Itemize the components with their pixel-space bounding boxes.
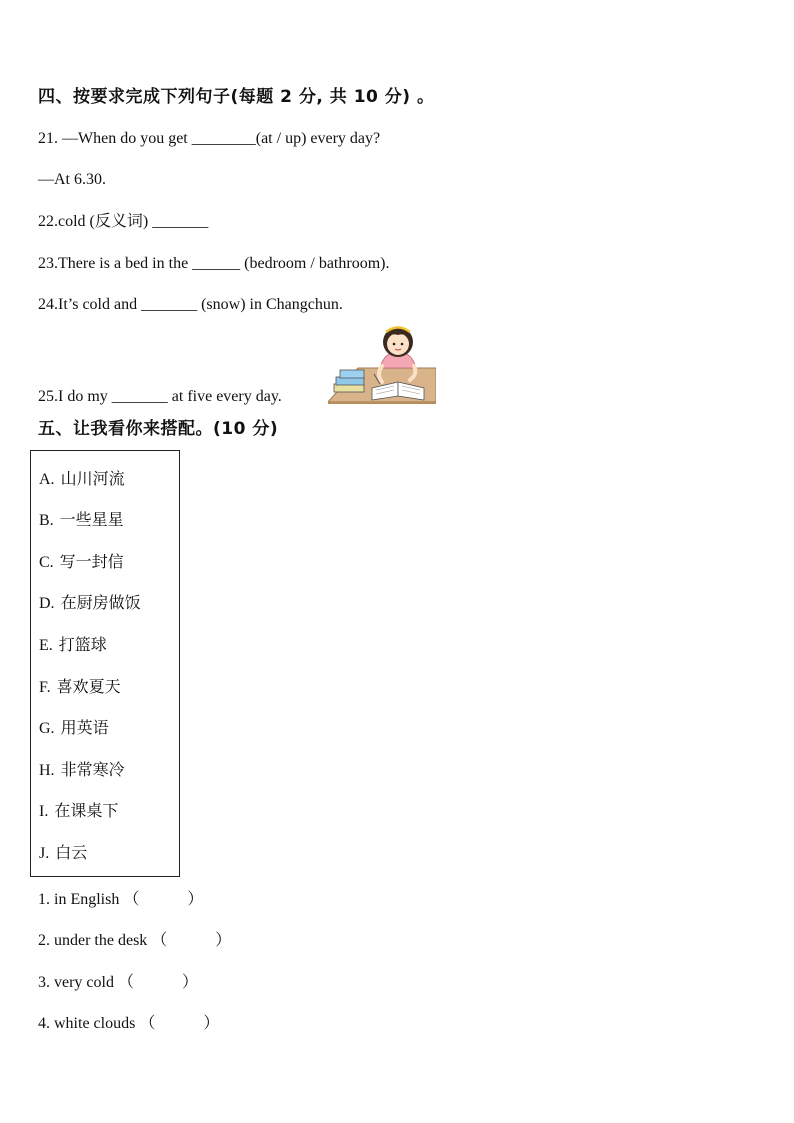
- option-f: F. 喜欢夏天: [39, 677, 121, 696]
- option-e: E. 打篮球: [39, 635, 107, 654]
- match-item-2: 2. under the desk （ ）: [38, 932, 232, 949]
- question-21: 21. —When do you get ________(at / up) every day?: [38, 130, 381, 147]
- section-5-heading: 五、让我看你来搭配。(10 分): [38, 419, 279, 439]
- option-b: B. 一些星星: [39, 510, 124, 529]
- question-23: 23.There is a bed in the ______ (bedroom / bathroom).: [38, 255, 390, 272]
- match-item-1: 1. in English （ ）: [38, 891, 204, 908]
- question-25: 25.I do my _______ at five every day.: [38, 388, 282, 405]
- section-4-heading: 四、按要求完成下列句子(每题 2 分, 共 10 分) 。: [38, 87, 435, 107]
- girl-studying-icon: [328, 324, 436, 404]
- option-a: A. 山川河流: [39, 469, 125, 488]
- option-d: D. 在厨房做饭: [39, 593, 141, 612]
- options-box: [30, 450, 180, 877]
- option-i: I. 在课桌下: [39, 801, 119, 820]
- option-h: H. 非常寒冷: [39, 760, 125, 779]
- question-21-answer: —At 6.30.: [38, 171, 106, 188]
- option-g: G. 用英语: [39, 718, 109, 737]
- question-24: 24.It’s cold and _______ (snow) in Changchun.: [38, 296, 343, 313]
- match-item-3: 3. very cold （ ）: [38, 974, 198, 991]
- option-j: J. 白云: [39, 843, 88, 862]
- option-c: C. 写一封信: [39, 552, 124, 571]
- question-22: 22.cold (反义词) _______: [38, 213, 209, 230]
- match-item-4: 4. white clouds （ ）: [38, 1015, 220, 1032]
